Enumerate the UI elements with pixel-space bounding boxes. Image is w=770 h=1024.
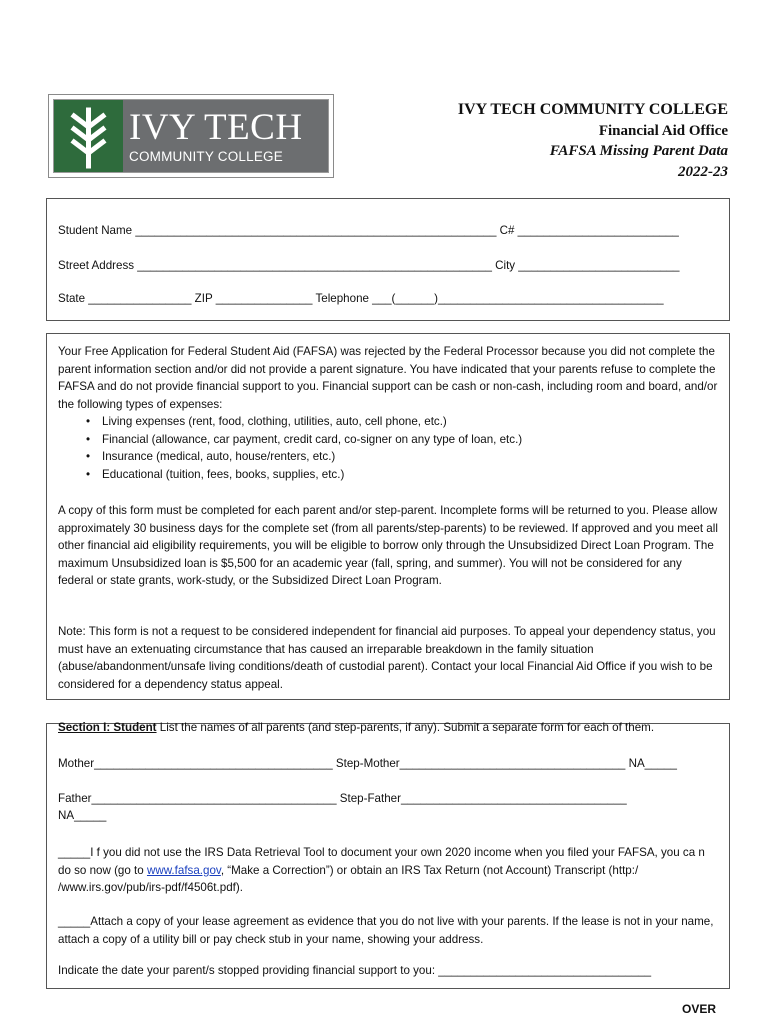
irs-text-cont: , “Make a Correction”) or obtain an IRS Tax Return (not Account) Transcript (http:/ /www.irs.gov/pub/irs-pdf/f4506t.pdf).: [58, 863, 639, 894]
list-item: • Insurance (medical, auto, house/renters, etc.): [86, 448, 718, 466]
irs-text: _____I f you did not use the IRS Data Retrieval Tool to document your own 2020 income when you filed your FAFSA, you ca n do so now (go to: [58, 846, 705, 877]
lease-paragraph: _____Attach a copy of your lease agreement as evidence that you do not live with your parents. If the lease is not in your name, attach a copy of a utility bill or pay check stub in your name, showing your address.: [58, 915, 714, 946]
list-item: • Living expenses (rent, food, clothing, utilities, auto, cell phone, etc.): [86, 413, 718, 431]
support-date-field[interactable]: Indicate the date your parent/s stopped providing financial support to you: _________________________________: [58, 964, 652, 977]
state-zip-phone-field[interactable]: State ________________ ZIP _______________ Telephone ___(______)___________________________________: [58, 292, 664, 305]
expense-list: [58, 413, 718, 483]
intro-paragraph: Your Free Application for Federal Student Aid (FAFSA) was rejected by the Federal Processor because you did not complete the parent information section and/or did not provide a parent signature. You have indicated that your parents refuse to complete the FAFSA and do not provide financial support to you. Financial support can be cash or non-cash, including room and board, and/or the following types of expenses:: [58, 345, 718, 411]
over-label: OVER: [681, 1002, 716, 1016]
street-address-field[interactable]: Street Address _______________________________________________________ City _________________________: [58, 259, 680, 272]
irs-paragraph: [58, 844, 718, 897]
father-field[interactable]: Father______________________________________ Step-Father___________________________________: [58, 792, 627, 805]
instructions-box: [46, 333, 730, 700]
ivy-tech-logo: [48, 94, 334, 178]
fafsa-link[interactable]: www.fafsa.gov: [146, 863, 221, 877]
mother-field[interactable]: Mother_____________________________________ Step-Mother___________________________________ NA_____: [58, 757, 677, 770]
ivy-leaf-icon: [54, 100, 123, 172]
form-header: [458, 100, 728, 182]
college-name: IVY TECH COMMUNITY COLLEGE: [457, 101, 728, 118]
logo-subtitle: COMMUNITY COLLEGE: [129, 149, 283, 164]
section-heading: [58, 721, 654, 734]
section-one-box: [46, 723, 730, 989]
form-title: FAFSA Missing Parent Data: [549, 143, 728, 159]
copy-paragraph: A copy of this form must be completed for each parent and/or step-parent. Incomplete forms will be returned to you. Please allow approximately 30 business days for the complete set (from all parents/step-parents) to be reviewed. If approved and you meet all other financial aid eligibility requirements, you will be eligible to borrow only through the Unsubsidized Direct Loan Program. The maximum Unsubsidized loan is $5,500 for an academic year (fall, spring, and summer). You will not be considered for any federal or state grants, work-study, or the Subsidized Direct Loan Program.: [58, 504, 718, 587]
logo-wordmark: IVY TECH: [129, 107, 303, 148]
list-item: • Educational (tuition, fees, books, supplies, etc.): [86, 466, 718, 484]
student-info-box: [46, 198, 730, 321]
father-na-field[interactable]: NA_____: [58, 809, 107, 822]
section-instruction: List the names of all parents (and step-parents, if any). Submit a separate form for each of them.: [156, 721, 655, 734]
section-title: Section I: Student: [58, 721, 157, 734]
student-name-field[interactable]: Student Name ________________________________________________________ C# _________________________: [58, 224, 679, 237]
note-paragraph: Note: This form is not a request to be considered independent for financial aid purposes. To appeal your dependency status, you must have an extenuating circumstance that has caused an irreparable breakdown in the family situation (abuse/abandonment/unsafe living conditions/death of custodial parent). Contact your local Financial Aid Office if you wish to be considered for a dependency status appeal.: [58, 625, 716, 691]
office-name: Financial Aid Office: [598, 122, 728, 139]
list-item: • Financial (allowance, car payment, credit card, co-signer on any type of loan, etc.): [86, 431, 718, 449]
award-year: 2022-23: [678, 163, 728, 180]
